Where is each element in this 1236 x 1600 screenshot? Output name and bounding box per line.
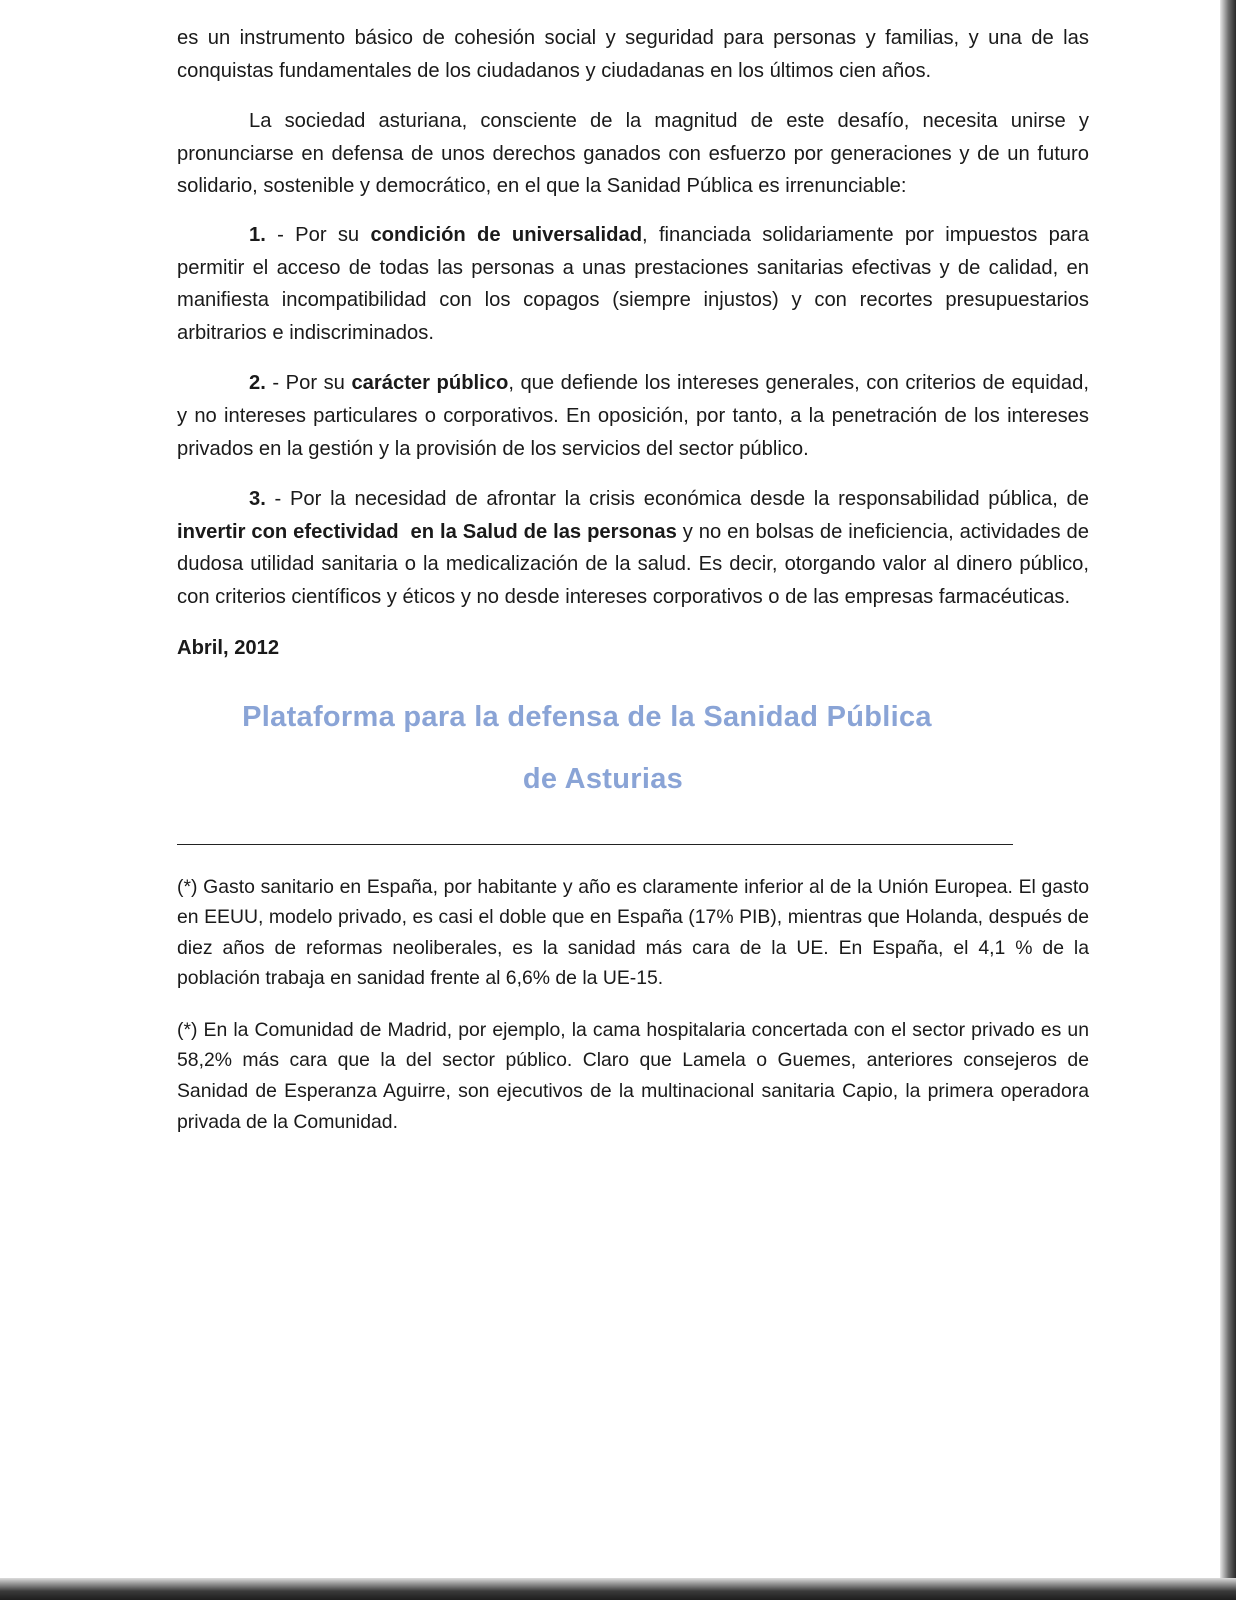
list-item-text: , financiada solidariamente por impuestos para permitir el acceso de todas las personas a unas prestaciones sanitarias efectivas y de calidad, en manifiesta incompatibilidad con los copagos (siempre injustos) y con recortes presupuestarios arbitrarios e indiscriminados. — [177, 223, 1089, 344]
list-item-lead: - Por su — [265, 223, 371, 246]
footnote-madrid: (*) En la Comunidad de Madrid, por ejemplo, la cama hospitalaria concertada con el sector privado es un 58,2% más cara que la del sector público. Claro que Lamela o Guemes, anteriores consejeros de Sanidad de Esperanza Aguirre, son ejecutivos de la multinacional sanitaria Capio, la primera operadora privada de la Comunidad. — [177, 1018, 1089, 1133]
organization-name-line2: de Asturias — [522, 762, 684, 795]
list-item-number: 3. — [249, 488, 266, 511]
list-item-bold-phrase: condición de universalidad — [370, 223, 643, 246]
list-item-number: 1. — [249, 223, 266, 246]
list-item-lead: - Por su — [265, 372, 352, 395]
footnote-divider — [177, 844, 1013, 845]
organization-signature — [177, 686, 1089, 810]
list-item-bold-phrase: invertir con efectividad en la Salud de las personas — [177, 520, 677, 543]
document-page — [177, 22, 1089, 1158]
document-date: Abril, 2012 — [177, 636, 280, 659]
scan-shadow-right — [1220, 0, 1236, 1600]
intro-paragraph-society: La sociedad asturiana, consciente de la magnitud de este desafío, necesita unirse y pronunciarse en defensa de unos derechos ganados con esfuerzo por generaciones y de un futuro solidario, sostenible y democrático, en el que la Sanidad Pública es irrenunciable: — [177, 110, 1089, 198]
list-item-number: 2. — [249, 372, 266, 395]
list-item-text: y no en bolsas de ineficiencia, actividades de dudosa utilidad sanitaria o la medicalización de la salud. Es decir, otorgando valor al dinero público, con criterios científicos y éticos y no desde intereses corporativos o de las empresas farmacéuticas. — [177, 520, 1089, 608]
organization-name-line1: Plataforma para la defensa de la Sanidad Pública — [242, 700, 932, 733]
list-item-universality — [177, 219, 1089, 349]
intro-paragraph-continuation: es un instrumento básico de cohesión social y seguridad para personas y familias, y una de las conquistas fundamentales de los ciudadanos y ciudadanas en los últimos cien años. — [177, 27, 1089, 82]
list-item-investment — [177, 483, 1089, 613]
scan-shadow-bottom — [0, 1578, 1236, 1600]
list-item-lead: - Por la necesidad de afrontar la crisis económica desde la responsabilidad pública, de — [265, 488, 1089, 511]
list-item-text: , que defiende los intereses generales, con criterios de equidad, y no intereses particulares o corporativos. En oposición, por tanto, a la penetración de los intereses privados en la gestión y la provisión de los servicios del sector público. — [177, 372, 1089, 460]
list-item-public-character — [177, 367, 1089, 465]
footnote-spending: (*) Gasto sanitario en España, por habitante y año es claramente inferior al de la Unión Europea. El gasto en EEUU, modelo privado, es casi el doble que en España (17% PIB), mientras que Holanda, después de diez años de reformas neoliberales, es la sanidad más cara de la UE. En España, el 4,1 % de la población trabaja en sanidad frente al 6,6% de la UE-15. — [177, 875, 1089, 990]
list-item-bold-phrase: carácter público — [351, 372, 509, 395]
